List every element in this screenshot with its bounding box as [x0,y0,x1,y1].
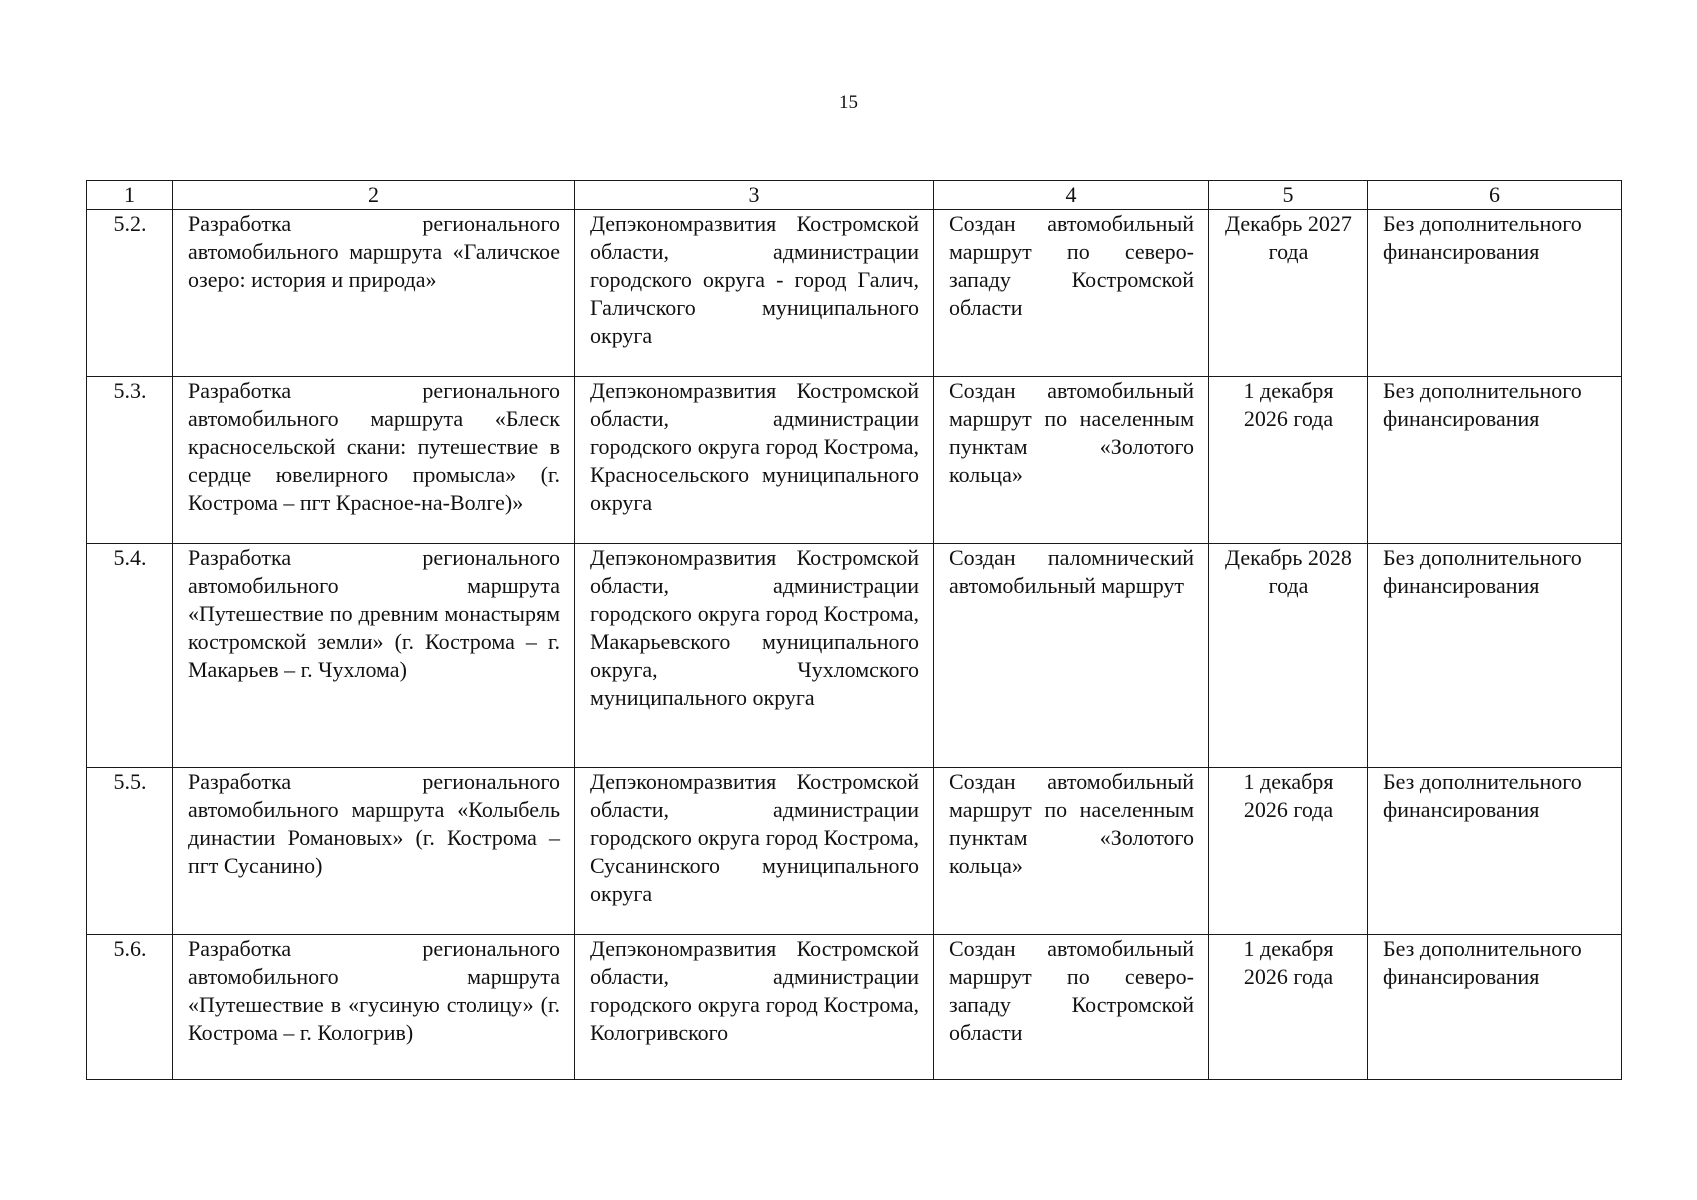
activity-cell: Разработка регионального автомобильного маршрута «Галичское озеро: история и природа» [173,210,575,377]
funding-cell: Без дополнительного финансирования [1368,544,1622,768]
table-row [87,768,1622,935]
item-number: 5.6. [87,935,173,1080]
deadline-cell: 1 декабря 2026 года [1209,377,1368,544]
table-header [87,181,1622,210]
item-number: 5.5. [87,768,173,935]
column-header: 5 [1209,181,1368,210]
column-header: 4 [934,181,1209,210]
column-header: 1 [87,181,173,210]
funding-cell: Без дополнительного финансирования [1368,210,1622,377]
activity-cell: Разработка регионального автомобильного маршрута «Блеск красносельской скани: путешествие в сердце ювелирного промысла» (г. Кострома – пгт Красное-на-Волге)» [173,377,575,544]
executor-cell: Депэкономразвития Костромской области, администрации городского округа - город Галич, Галичского муниципального округа [575,210,934,377]
header-row [87,181,1622,210]
activity-cell: Разработка регионального автомобильного маршрута «Путешествие в «гусиную столицу» (г. Кострома – г. Кологрив) [173,935,575,1080]
column-header: 6 [1368,181,1622,210]
deadline-cell: 1 декабря 2026 года [1209,768,1368,935]
item-number: 5.3. [87,377,173,544]
deadline-cell: 1 декабря 2026 года [1209,935,1368,1080]
result-cell: Создан автомобильный маршрут по населенным пунктам «Золотого кольца» [934,768,1209,935]
deadline-cell: Декабрь 2027 года [1209,210,1368,377]
item-number: 5.2. [87,210,173,377]
executor-cell: Депэкономразвития Костромской области, администрации городского округа город Кострома, Сусанинского муниципального округа [575,768,934,935]
result-cell: Создан паломнический автомобильный маршрут [934,544,1209,768]
result-cell: Создан автомобильный маршрут по северо-западу Костромской области [934,935,1209,1080]
column-header: 3 [575,181,934,210]
funding-cell: Без дополнительного финансирования [1368,935,1622,1080]
table-row [87,544,1622,768]
executor-cell: Депэкономразвития Костромской области, администрации городского округа город Кострома, Кологривского [575,935,934,1080]
executor-cell: Депэкономразвития Костромской области, администрации городского округа город Кострома, Красносельского муниципального округа [575,377,934,544]
page-number: 15 [839,92,858,113]
table-row [87,935,1622,1080]
table-row [87,377,1622,544]
funding-cell: Без дополнительного финансирования [1368,768,1622,935]
result-cell: Создан автомобильный маршрут по северо-западу Костромской области [934,210,1209,377]
deadline-cell: Декабрь 2028 года [1209,544,1368,768]
executor-cell: Депэкономразвития Костромской области, администрации городского округа город Кострома, Макарьевского муниципального округа, Чухломского муниципального округа [575,544,934,768]
measures-table [86,180,1622,1080]
column-header: 2 [173,181,575,210]
activity-cell: Разработка регионального автомобильного маршрута «Колыбель династии Романовых» (г. Кострома – пгт Сусанино) [173,768,575,935]
funding-cell: Без дополнительного финансирования [1368,377,1622,544]
activity-cell: Разработка регионального автомобильного маршрута «Путешествие по древним монастырям костромской земли» (г. Кострома – г. Макарьев – г. Чухлома) [173,544,575,768]
item-number: 5.4. [87,544,173,768]
result-cell: Создан автомобильный маршрут по населенным пунктам «Золотого кольца» [934,377,1209,544]
table-row [87,210,1622,377]
